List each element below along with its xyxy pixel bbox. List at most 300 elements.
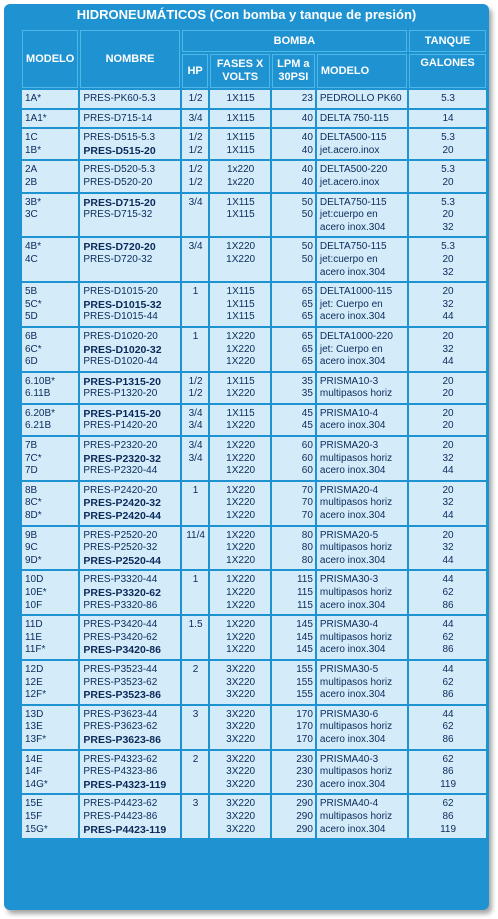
lpm-cell bbox=[272, 194, 315, 237]
modelo-cell bbox=[22, 437, 78, 480]
bomba-model-value: acero inox.304 bbox=[319, 266, 386, 278]
modelo-value: 5D bbox=[25, 311, 38, 323]
table-row bbox=[22, 238, 486, 281]
fases-value: 1X220 bbox=[226, 497, 256, 509]
galones-value: 86 bbox=[442, 733, 454, 745]
hp-cell bbox=[182, 129, 209, 159]
bomba-model-value: PRISMA40-3 bbox=[319, 753, 379, 765]
lpm-cell bbox=[272, 616, 315, 659]
nombre-value: PRES-D715-20 bbox=[83, 196, 156, 209]
catalog-panel bbox=[4, 4, 489, 910]
lpm-value: 155 bbox=[296, 663, 313, 675]
fases-cell bbox=[210, 90, 269, 108]
nombre-value: PRES-P4323-119 bbox=[83, 778, 167, 791]
header-modelo-bomba: MODELO bbox=[317, 54, 407, 88]
table-row bbox=[22, 437, 486, 480]
nombre-value: PRES-P3523-62 bbox=[83, 676, 158, 688]
fases-cell bbox=[210, 437, 269, 480]
nombre-value: PRES-D720-32 bbox=[83, 253, 153, 265]
fases-value: 3X220 bbox=[226, 721, 256, 733]
fases-value: 1X220 bbox=[226, 599, 256, 611]
fases-value: 3X220 bbox=[226, 676, 256, 688]
galones-value: 44 bbox=[442, 619, 454, 631]
modelo-value: 11F* bbox=[25, 644, 46, 656]
header-tanque: TANQUE bbox=[409, 30, 486, 52]
galones-value: 20 bbox=[442, 375, 454, 387]
lpm-value: 40 bbox=[301, 132, 313, 144]
galones-value: 5.3 bbox=[441, 196, 455, 208]
hp-value: 1.5 bbox=[188, 619, 203, 631]
fases-value: 1x220 bbox=[227, 164, 255, 176]
galones-value: 119 bbox=[440, 823, 457, 835]
modelo-cell bbox=[22, 795, 78, 838]
lpm-value: 50 bbox=[301, 241, 313, 253]
bomba-model-value: PRISMA30-5 bbox=[319, 663, 379, 675]
bomba-model-value: PEDROLLO PK60 bbox=[319, 93, 402, 104]
lpm-value: 115 bbox=[296, 599, 313, 611]
nombre-value: PRES-D1020-32 bbox=[83, 343, 162, 356]
lpm-value: 23 bbox=[301, 93, 313, 104]
table-row bbox=[22, 161, 486, 191]
bomba-model-value: multipasos horiz bbox=[319, 452, 393, 464]
fases-cell bbox=[210, 571, 269, 614]
modelo-value: 10E* bbox=[25, 587, 47, 598]
galones-value: 5.3 bbox=[441, 132, 455, 144]
fases-value: 3X220 bbox=[226, 708, 256, 720]
nombre-value: PRES-P2420-20 bbox=[83, 484, 158, 496]
galones-value: 32 bbox=[442, 497, 454, 509]
hp-value: 1/2 bbox=[188, 132, 203, 144]
galones-cell bbox=[409, 751, 486, 794]
modelo-value: 11E bbox=[25, 631, 43, 643]
fases-value: 3X220 bbox=[226, 798, 256, 810]
bomba-model-cell bbox=[317, 161, 407, 191]
galones-value: 32 bbox=[442, 343, 454, 355]
bomba-model-value: PRISMA10-3 bbox=[319, 375, 379, 387]
galones-value: 20 bbox=[442, 144, 454, 156]
galones-value: 20 bbox=[442, 529, 454, 541]
fases-cell bbox=[210, 283, 269, 326]
galones-value: 20 bbox=[442, 420, 454, 432]
lpm-value: 230 bbox=[296, 753, 313, 765]
galones-value: 119 bbox=[440, 778, 457, 790]
modelo-value: 14E bbox=[25, 753, 43, 765]
bomba-model-cell bbox=[317, 110, 407, 128]
bomba-model-value: multipasos horiz bbox=[319, 631, 393, 643]
nombre-value: PRES-P3320-86 bbox=[83, 599, 158, 611]
bomba-model-value: multipasos horiz bbox=[319, 497, 393, 509]
bomba-model-cell bbox=[317, 373, 407, 403]
galones-value: 62 bbox=[442, 798, 454, 810]
lpm-value: 145 bbox=[296, 631, 313, 643]
lpm-cell bbox=[272, 373, 315, 403]
bomba-model-value: DELTA1000-115 bbox=[319, 286, 393, 298]
nombre-value: PRES-P3320-62 bbox=[83, 587, 161, 599]
hp-cell bbox=[182, 437, 209, 480]
modelo-value: 3B* bbox=[25, 196, 42, 208]
modelo-value: 15F bbox=[25, 810, 43, 822]
modelo-value: 5B bbox=[25, 286, 38, 298]
table-row bbox=[22, 129, 486, 159]
fases-value: 1X115 bbox=[226, 196, 255, 208]
lpm-value: 115 bbox=[296, 587, 313, 598]
modelo-value: 15G* bbox=[25, 823, 48, 835]
galones-cell bbox=[409, 194, 486, 237]
table-row bbox=[22, 283, 486, 326]
table-title: HIDRONEUMÁTICOS (Con bomba y tanque de presión) bbox=[76, 7, 417, 22]
lpm-cell bbox=[272, 328, 315, 371]
bomba-model-value: jet: Cuerpo en bbox=[319, 343, 383, 355]
galones-value: 32 bbox=[442, 298, 454, 310]
lpm-cell bbox=[272, 482, 315, 525]
table-row bbox=[22, 482, 486, 525]
hp-value: 3 bbox=[192, 708, 199, 720]
nombre-value: PRES-D515-5.3 bbox=[83, 132, 156, 144]
modelo-cell bbox=[22, 482, 78, 525]
fases-value: 3X220 bbox=[226, 778, 256, 790]
hp-cell bbox=[182, 616, 209, 659]
galones-cell bbox=[409, 616, 486, 659]
lpm-value: 50 bbox=[301, 196, 313, 208]
nombre-cell bbox=[80, 616, 179, 659]
nombre-value: PRES-D715-32 bbox=[83, 209, 153, 221]
lpm-value: 145 bbox=[296, 644, 313, 656]
fases-value: 1X220 bbox=[226, 330, 256, 342]
hp-cell bbox=[182, 661, 209, 704]
lpm-value: 35 bbox=[301, 375, 313, 387]
bomba-model-value: multipasos horiz bbox=[319, 587, 393, 598]
modelo-cell bbox=[22, 373, 78, 403]
lpm-value: 155 bbox=[296, 689, 313, 701]
modelo-cell bbox=[22, 527, 78, 570]
modelo-cell bbox=[22, 616, 78, 659]
bomba-model-value: DELTA750-115 bbox=[319, 241, 387, 253]
header-galones: GALONES bbox=[409, 54, 486, 88]
nombre-value: PRES-P2520-20 bbox=[83, 529, 158, 541]
galones-value: 44 bbox=[442, 510, 454, 522]
galones-value: 32 bbox=[442, 266, 454, 278]
table-row bbox=[22, 795, 486, 838]
galones-value: 44 bbox=[442, 663, 454, 675]
hp-cell bbox=[182, 405, 209, 435]
modelo-value: 14G* bbox=[25, 778, 48, 790]
modelo-value: 8C* bbox=[25, 497, 42, 509]
lpm-value: 230 bbox=[296, 778, 313, 790]
header-bomba: BOMBA bbox=[182, 30, 407, 52]
fases-value: 1X115 bbox=[226, 311, 255, 323]
modelo-value: 1A* bbox=[25, 93, 42, 104]
modelo-value: 10F bbox=[25, 599, 43, 611]
bomba-model-cell bbox=[317, 90, 407, 108]
bomba-model-value: DELTA750-115 bbox=[319, 196, 387, 208]
galones-value: 20 bbox=[442, 440, 454, 452]
lpm-value: 50 bbox=[301, 209, 313, 221]
hp-value: 2 bbox=[192, 663, 199, 675]
table-row bbox=[22, 616, 486, 659]
fases-value: 1X220 bbox=[226, 510, 256, 522]
fases-value: 1X220 bbox=[226, 452, 256, 464]
bomba-model-value: PRISMA20-3 bbox=[319, 440, 379, 452]
nombre-value: PRES-P3523-44 bbox=[83, 663, 158, 675]
lpm-cell bbox=[272, 90, 315, 108]
hp-value: 3/4 bbox=[188, 112, 203, 124]
modelo-cell bbox=[22, 194, 78, 237]
fases-value: 1X220 bbox=[226, 554, 256, 566]
nombre-value: PRES-P4423-86 bbox=[83, 810, 158, 822]
lpm-value: 80 bbox=[301, 554, 313, 566]
modelo-value: 13F* bbox=[25, 733, 47, 745]
modelo-value: 6D bbox=[25, 356, 38, 368]
galones-cell bbox=[409, 161, 486, 191]
galones-value: 5.3 bbox=[441, 164, 455, 176]
nombre-value: PRES-P3623-86 bbox=[83, 733, 161, 746]
modelo-value: 12F* bbox=[25, 689, 47, 701]
nombre-cell bbox=[80, 90, 179, 108]
modelo-value: 4B* bbox=[25, 241, 42, 253]
fases-cell bbox=[210, 238, 269, 281]
nombre-value: PRES-P4423-62 bbox=[83, 798, 158, 810]
galones-value: 44 bbox=[442, 356, 454, 368]
modelo-value: 13D bbox=[25, 708, 44, 720]
galones-value: 44 bbox=[442, 554, 454, 566]
hp-value: 3/4 bbox=[188, 407, 203, 419]
nombre-value: PRES-D1020-20 bbox=[83, 330, 158, 342]
galones-value: 86 bbox=[442, 644, 454, 656]
modelo-value: 10D bbox=[25, 574, 44, 586]
lpm-value: 80 bbox=[301, 542, 313, 554]
fases-cell bbox=[210, 661, 269, 704]
lpm-cell bbox=[272, 661, 315, 704]
fases-value: 1X220 bbox=[226, 631, 256, 643]
galones-value: 62 bbox=[442, 587, 454, 598]
nombre-value: PRES-P2420-32 bbox=[83, 497, 161, 510]
modelo-cell bbox=[22, 661, 78, 704]
galones-cell bbox=[409, 795, 486, 838]
galones-value: 32 bbox=[442, 542, 454, 554]
header-nombre: NOMBRE bbox=[80, 30, 179, 88]
fases-value: 1X220 bbox=[226, 574, 256, 586]
modelo-value: 8B bbox=[25, 484, 38, 496]
hp-value: 1/2 bbox=[188, 176, 203, 188]
lpm-value: 290 bbox=[296, 810, 313, 822]
bomba-model-value: multipasos horiz bbox=[319, 721, 393, 733]
lpm-cell bbox=[272, 751, 315, 794]
fases-value: 1X220 bbox=[226, 484, 256, 496]
fases-cell bbox=[210, 110, 269, 128]
table-row bbox=[22, 405, 486, 435]
modelo-value: 8D* bbox=[25, 510, 42, 522]
bomba-model-value: PRISMA10-4 bbox=[319, 407, 379, 419]
bomba-model-cell bbox=[317, 571, 407, 614]
fases-value: 1X115 bbox=[226, 112, 255, 124]
fases-cell bbox=[210, 751, 269, 794]
fases-value: 1X220 bbox=[226, 619, 256, 631]
hp-value: 1/2 bbox=[188, 164, 203, 176]
lpm-cell bbox=[272, 283, 315, 326]
galones-value: 62 bbox=[442, 631, 454, 643]
modelo-cell bbox=[22, 161, 78, 191]
bomba-model-cell bbox=[317, 616, 407, 659]
galones-value: 20 bbox=[442, 209, 454, 221]
lpm-value: 45 bbox=[301, 420, 313, 432]
bomba-model-cell bbox=[317, 482, 407, 525]
galones-value: 20 bbox=[442, 407, 454, 419]
nombre-value: PRES-P1415-20 bbox=[83, 407, 161, 420]
lpm-value: 70 bbox=[301, 484, 313, 496]
nombre-value: PRES-P2520-32 bbox=[83, 542, 158, 554]
fases-value: 1X220 bbox=[226, 440, 256, 452]
fases-cell bbox=[210, 405, 269, 435]
table-row bbox=[22, 751, 486, 794]
fases-value: 1X220 bbox=[226, 465, 256, 477]
modelo-cell bbox=[22, 328, 78, 371]
galones-cell bbox=[409, 571, 486, 614]
modelo-value: 14F bbox=[25, 766, 43, 778]
modelo-value: 3C bbox=[25, 209, 38, 221]
nombre-cell bbox=[80, 194, 179, 237]
lpm-value: 35 bbox=[301, 388, 313, 400]
bomba-model-value: acero inox.304 bbox=[319, 823, 386, 835]
galones-value: 44 bbox=[442, 311, 454, 323]
fases-value: 1X220 bbox=[226, 343, 256, 355]
galones-value: 5.3 bbox=[441, 241, 455, 253]
fases-cell bbox=[210, 527, 269, 570]
bomba-model-value: acero inox.304 bbox=[319, 689, 386, 701]
bomba-model-value: acero inox.304 bbox=[319, 599, 386, 611]
galones-value: 20 bbox=[442, 253, 454, 265]
fases-cell bbox=[210, 795, 269, 838]
nombre-value: PRES-P3623-62 bbox=[83, 721, 158, 733]
hp-value: 1/2 bbox=[188, 144, 203, 156]
hp-value: 3/4 bbox=[188, 241, 203, 253]
nombre-value: PRES-PK60-5.3 bbox=[83, 93, 156, 104]
fases-value: 3X220 bbox=[226, 689, 256, 701]
lpm-cell bbox=[272, 110, 315, 128]
nombre-value: PRES-P3320-44 bbox=[83, 574, 158, 586]
galones-value: 32 bbox=[442, 221, 454, 233]
nombre-cell bbox=[80, 283, 179, 326]
nombre-value: PRES-P1315-20 bbox=[83, 375, 161, 388]
hp-cell bbox=[182, 373, 209, 403]
bomba-model-cell bbox=[317, 194, 407, 237]
nombre-value: PRES-P3623-44 bbox=[83, 708, 158, 720]
lpm-value: 65 bbox=[301, 356, 313, 368]
modelo-value: 6B bbox=[25, 330, 38, 342]
header-hp: HP bbox=[182, 54, 209, 88]
fases-value: 3X220 bbox=[226, 766, 256, 778]
hp-cell bbox=[182, 238, 209, 281]
bomba-model-cell bbox=[317, 238, 407, 281]
fases-value: 1x220 bbox=[227, 176, 255, 188]
modelo-value: 6.10B* bbox=[25, 375, 56, 387]
nombre-value: PRES-P2320-32 bbox=[83, 452, 161, 465]
nombre-cell bbox=[80, 437, 179, 480]
modelo-value: 11D bbox=[25, 619, 43, 631]
fases-cell bbox=[210, 616, 269, 659]
bomba-model-value: acero inox.304 bbox=[319, 644, 386, 656]
hp-cell bbox=[182, 161, 209, 191]
galones-cell bbox=[409, 661, 486, 704]
modelo-value: 12D bbox=[25, 663, 44, 675]
galones-cell bbox=[409, 328, 486, 371]
galones-cell bbox=[409, 238, 486, 281]
fases-cell bbox=[210, 194, 269, 237]
nombre-value: PRES-P2320-44 bbox=[83, 465, 158, 477]
hp-value: 1/2 bbox=[188, 93, 203, 104]
lpm-value: 60 bbox=[301, 452, 313, 464]
table-row bbox=[22, 90, 486, 108]
hp-cell bbox=[182, 751, 209, 794]
modelo-cell bbox=[22, 751, 78, 794]
galones-value: 20 bbox=[442, 286, 454, 298]
lpm-value: 70 bbox=[301, 510, 313, 522]
hp-cell bbox=[182, 706, 209, 749]
bomba-model-value: multipasos horiz bbox=[319, 542, 393, 554]
lpm-value: 145 bbox=[296, 619, 313, 631]
galones-value: 62 bbox=[442, 753, 454, 765]
table-row bbox=[22, 527, 486, 570]
nombre-cell bbox=[80, 706, 179, 749]
modelo-value: 2A bbox=[25, 164, 38, 176]
hp-cell bbox=[182, 328, 209, 371]
lpm-value: 80 bbox=[301, 529, 313, 541]
bomba-model-value: PRISMA20-5 bbox=[319, 529, 379, 541]
product-table bbox=[20, 28, 488, 840]
lpm-cell bbox=[272, 405, 315, 435]
fases-cell bbox=[210, 373, 269, 403]
galones-value: 20 bbox=[442, 176, 454, 188]
modelo-cell bbox=[22, 110, 78, 128]
header-fases: FASES X VOLTS bbox=[210, 54, 269, 88]
hp-value: 1 bbox=[192, 484, 199, 496]
bomba-model-value: acero inox.304 bbox=[319, 554, 386, 566]
fases-value: 1X115 bbox=[226, 298, 255, 310]
galones-cell bbox=[409, 90, 486, 108]
bomba-model-cell bbox=[317, 328, 407, 371]
modelo-cell bbox=[22, 405, 78, 435]
modelo-value: 6.11B bbox=[25, 388, 51, 400]
galones-cell bbox=[409, 373, 486, 403]
bomba-model-value: multipasos horiz bbox=[319, 810, 393, 822]
galones-cell bbox=[409, 283, 486, 326]
nombre-value: PRES-P2320-20 bbox=[83, 440, 158, 452]
modelo-cell bbox=[22, 283, 78, 326]
hp-cell bbox=[182, 795, 209, 838]
bomba-model-value: acero inox.304 bbox=[319, 356, 386, 368]
bomba-model-value: jet: Cuerpo en bbox=[319, 298, 383, 310]
lpm-value: 65 bbox=[301, 286, 313, 298]
nombre-cell bbox=[80, 571, 179, 614]
hp-value: 1 bbox=[192, 574, 199, 586]
nombre-cell bbox=[80, 238, 179, 281]
table-row bbox=[22, 194, 486, 237]
modelo-value: 9C bbox=[25, 542, 38, 554]
nombre-value: PRES-P1420-20 bbox=[83, 420, 158, 432]
modelo-value: 6.21B bbox=[25, 420, 52, 432]
bomba-model-value: PRISMA40-4 bbox=[319, 798, 379, 810]
galones-value: 62 bbox=[442, 676, 454, 688]
fases-value: 1X220 bbox=[226, 587, 256, 598]
modelo-value: 7B bbox=[25, 440, 38, 452]
nombre-value: PRES-D1015-20 bbox=[83, 286, 158, 298]
lpm-value: 40 bbox=[301, 176, 313, 188]
galones-value: 44 bbox=[442, 465, 454, 477]
modelo-value: 4C bbox=[25, 253, 38, 265]
galones-value: 44 bbox=[442, 708, 454, 720]
fases-value: 3X220 bbox=[226, 663, 256, 675]
bomba-model-value: PRISMA30-6 bbox=[319, 708, 379, 720]
bomba-model-value: PRISMA30-4 bbox=[319, 619, 379, 631]
